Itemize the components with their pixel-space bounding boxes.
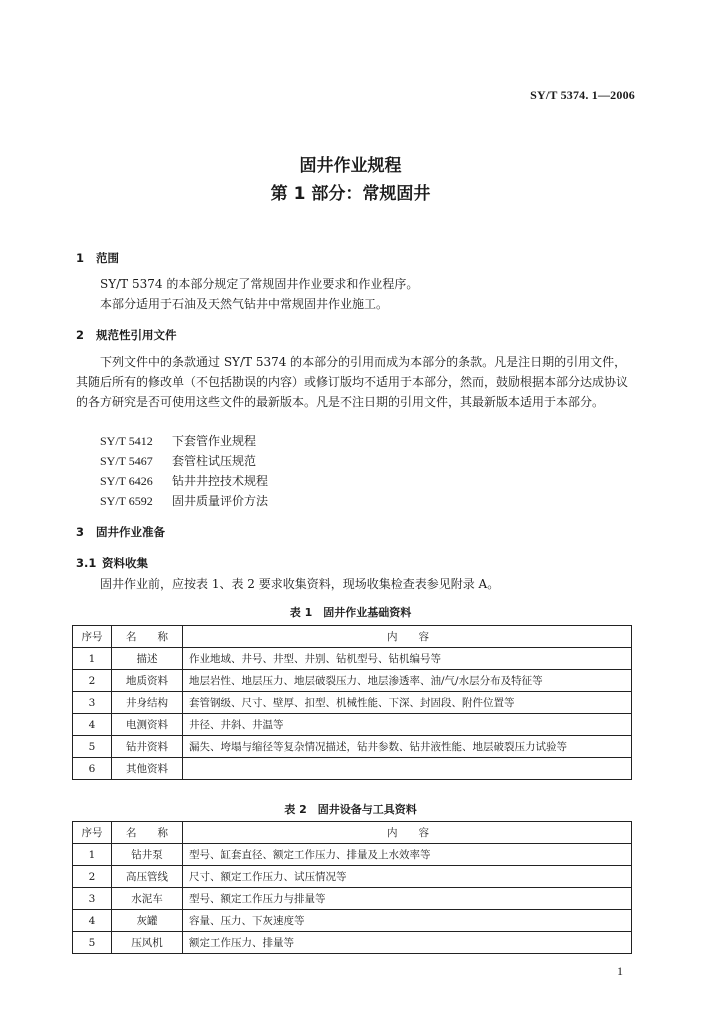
cell-name: 井身结构	[112, 692, 183, 714]
table-row	[73, 866, 632, 888]
standard-code: SY/T 5374. 1—2006	[530, 88, 635, 102]
reference-item	[100, 452, 256, 469]
section-number: 2	[76, 328, 85, 342]
section-2-paragraph: 下列文件中的条款通过 SY/T 5374 的本部分的引用而成为本部分的条款。凡是注日期的引用文件，其随后所有的修改单（不包括勘误的内容）或修订版均不适用于本部分，然而，鼓励根据本部分达成协议的各方研究是否可使用这些文件的最新版本。凡是不注日期的引用文件，其最新版本适用于本部分。	[76, 355, 629, 409]
cell-no: 3	[73, 888, 112, 910]
cell-no: 2	[73, 866, 112, 888]
cell-no: 2	[73, 670, 112, 692]
subsection-3-1-paragraph: 固井作业前，应按表 1、表 2 要求收集资料，现场收集检查表参见附录 A。	[100, 577, 500, 591]
cell-content: 套管钢级、尺寸、壁厚、扣型、机械性能、下深、封固段、附件位置等	[183, 692, 632, 714]
table-header-row	[73, 822, 632, 844]
cell-content: 作业地域、井号、井型、井别、钻机型号、钻机编号等	[183, 648, 632, 670]
page-number: 1	[617, 964, 623, 978]
section-number: 3	[76, 525, 85, 539]
section-2-heading	[76, 327, 177, 343]
cell-no: 5	[73, 932, 112, 954]
table-row	[73, 888, 632, 910]
table-2	[72, 821, 632, 954]
section-1-paragraph-2: 本部分适用于石油及天然气钻井中常规固井作业施工。	[100, 297, 389, 311]
cell-name: 地质资料	[112, 670, 183, 692]
section-1-heading	[76, 250, 119, 266]
cell-name: 灰罐	[112, 910, 183, 932]
cell-name: 钻井资料	[112, 736, 183, 758]
cell-content: 型号、缸套直径、额定工作压力、排量及上水效率等	[183, 844, 632, 866]
cell-content: 井径、井斜、井温等	[183, 714, 632, 736]
cell-name: 描述	[112, 648, 183, 670]
table-row	[73, 692, 632, 714]
document-subtitle: 第 1 部分：常规固井	[270, 184, 431, 204]
reference-code: SY/T 5467	[100, 454, 153, 468]
table-header-row	[73, 626, 632, 648]
table-1	[72, 625, 632, 780]
table-row	[73, 736, 632, 758]
reference-title: 钻井井控技术规程	[172, 474, 269, 488]
table-row	[73, 910, 632, 932]
cell-content: 漏失、垮塌与缩径等复杂情况描述，钻井参数、钻井液性能、地层破裂压力试验等	[183, 736, 632, 758]
cell-name: 高压管线	[112, 866, 183, 888]
reference-code: SY/T 6592	[100, 494, 153, 508]
subsection-number: 3.1	[76, 556, 97, 570]
header-cell-content: 内 容	[183, 822, 632, 844]
reference-item	[100, 472, 268, 489]
cell-no: 5	[73, 736, 112, 758]
cell-name: 电测资料	[112, 714, 183, 736]
header-cell-name: 名 称	[112, 626, 183, 648]
header-cell-content: 内 容	[183, 626, 632, 648]
table-row	[73, 714, 632, 736]
cell-no: 4	[73, 714, 112, 736]
reference-title: 套管柱试压规范	[172, 454, 257, 468]
table-2-caption: 表 2 固井设备与工具资料	[284, 803, 417, 816]
table-row	[73, 648, 632, 670]
reference-title: 下套管作业规程	[172, 434, 257, 448]
cell-name: 水泥车	[112, 888, 183, 910]
document-title: 固井作业规程	[299, 156, 402, 176]
cell-name: 压风机	[112, 932, 183, 954]
cell-no: 4	[73, 910, 112, 932]
reference-item	[100, 432, 256, 449]
cell-name: 钻井泵	[112, 844, 183, 866]
table-row	[73, 932, 632, 954]
table-row	[73, 844, 632, 866]
cell-content: 地层岩性、地层压力、地层破裂压力、地层渗透率、油/气/水层分布及特征等	[183, 670, 632, 692]
cell-content: 容量、压力、下灰速度等	[183, 910, 632, 932]
section-title: 规范性引用文件	[96, 328, 177, 342]
table-row	[73, 670, 632, 692]
reference-code: SY/T 5412	[100, 434, 153, 448]
subsection-3-1-heading	[76, 555, 148, 571]
reference-item	[100, 492, 268, 509]
table-1-caption: 表 1 固井作业基础资料	[289, 606, 412, 619]
cell-content: 尺寸、额定工作压力、试压情况等	[183, 866, 632, 888]
cell-no: 3	[73, 692, 112, 714]
reference-title: 固井质量评价方法	[172, 494, 269, 508]
header-cell-no: 序号	[73, 626, 112, 648]
section-3-heading	[76, 524, 165, 540]
section-1-paragraph-1: SY/T 5374 的本部分规定了常规固井作业要求和作业程序。	[100, 277, 419, 291]
cell-no: 1	[73, 844, 112, 866]
cell-content: 额定工作压力、排量等	[183, 932, 632, 954]
cell-no: 1	[73, 648, 112, 670]
header-cell-name: 名 称	[112, 822, 183, 844]
cell-content: 型号、额定工作压力与排量等	[183, 888, 632, 910]
cell-name: 其他资料	[112, 758, 183, 780]
header-cell-no: 序号	[73, 822, 112, 844]
table-row	[73, 758, 632, 780]
cell-content	[183, 758, 632, 780]
section-title: 范围	[96, 251, 119, 265]
section-title: 固井作业准备	[96, 525, 165, 539]
subsection-title: 资料收集	[102, 556, 148, 570]
cell-no: 6	[73, 758, 112, 780]
section-number: 1	[76, 251, 85, 265]
reference-code: SY/T 6426	[100, 474, 153, 488]
